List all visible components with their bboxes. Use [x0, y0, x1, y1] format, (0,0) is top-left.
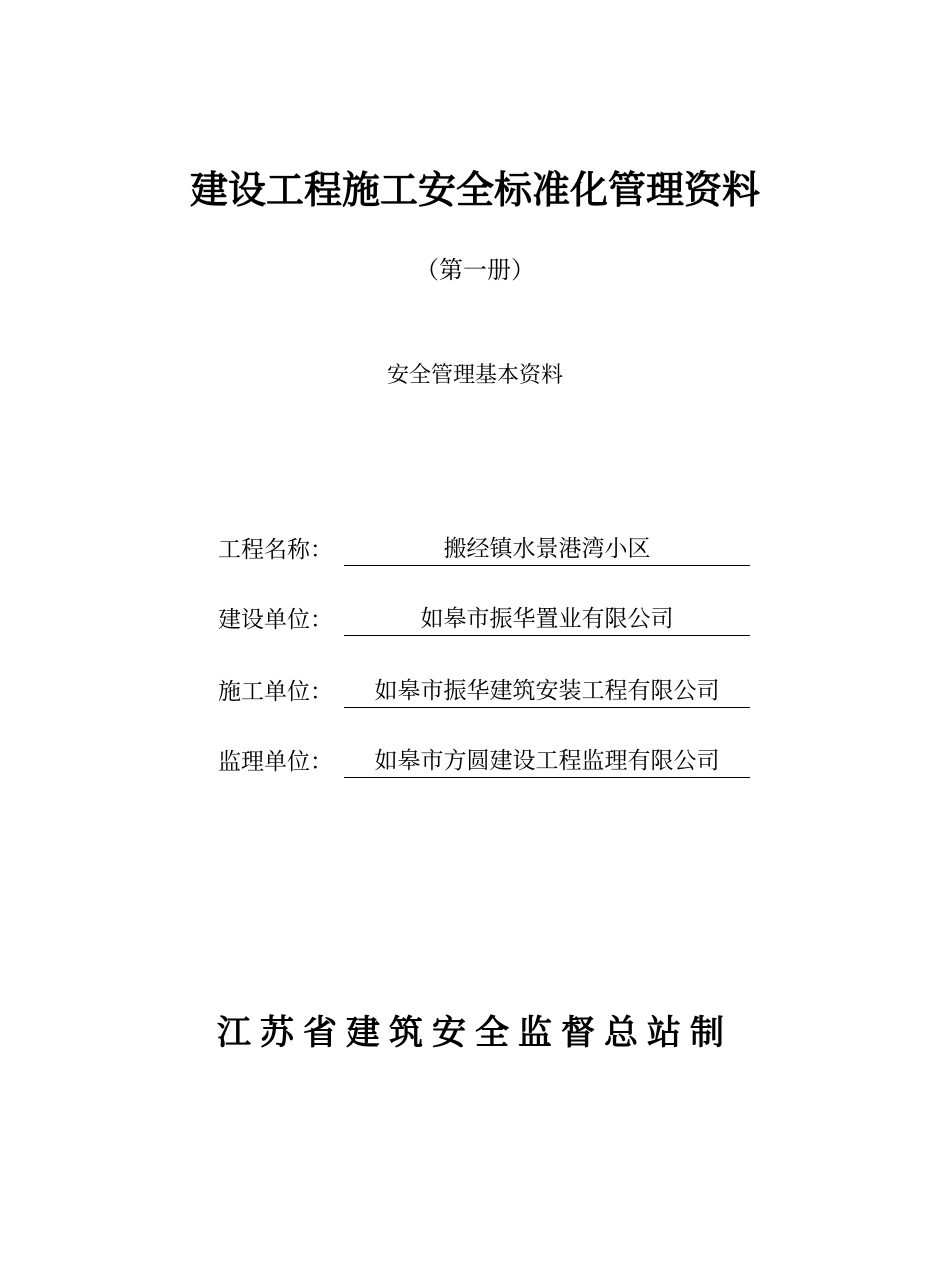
construction-unit-value: 如皋市振华置业有限公司 — [344, 603, 750, 636]
project-name-row — [218, 526, 758, 566]
contractor-row — [218, 668, 758, 708]
document-subtitle: 安全管理基本资料 — [386, 363, 563, 388]
contractor-label: 施工单位： — [218, 679, 333, 705]
volume-label: （第一册） — [415, 256, 535, 284]
supervisor-label: 监理单位： — [218, 749, 333, 775]
project-name-label: 工程名称： — [218, 537, 333, 563]
project-name-value: 搬经镇水景港湾小区 — [344, 533, 750, 566]
supervisor-value: 如皋市方圆建设工程监理有限公司 — [344, 745, 750, 778]
construction-unit-row — [218, 596, 758, 636]
construction-unit-label: 建设单位： — [218, 607, 333, 633]
contractor-value: 如皋市振华建筑安装工程有限公司 — [344, 675, 750, 708]
document-title: 建设工程施工安全标准化管理资料 — [189, 167, 760, 212]
issuer-line: 江苏省建筑安全监督总站制 — [217, 1013, 733, 1053]
supervisor-row — [218, 738, 758, 778]
